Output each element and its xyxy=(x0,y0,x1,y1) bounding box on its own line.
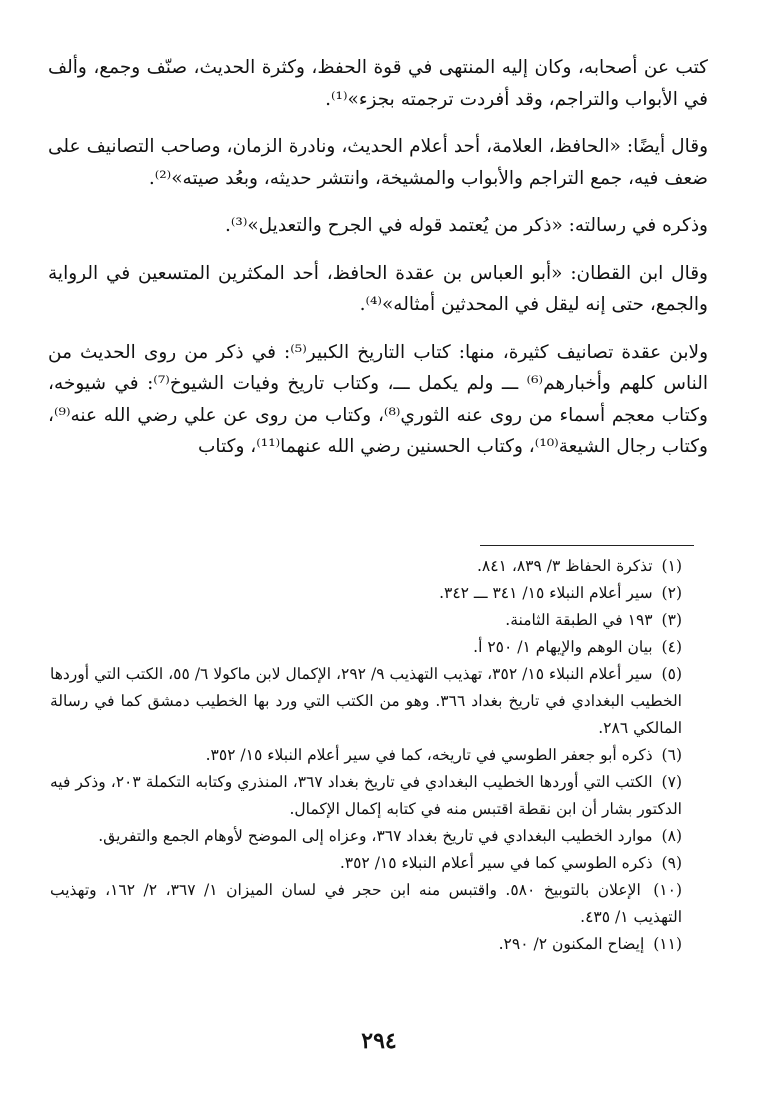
footnote-6 xyxy=(50,742,708,769)
paragraph-2: وقال أيضًا: «الحافظ، العلامة، أحد أعلام الحديث، ونادرة الزمان، وصاحب التصانيف على ضعف فيه، جمع التراجم والأبواب والمشيخة، وانتشر حديثه، وبعُد صيته»⁽²⁾. xyxy=(48,136,708,189)
paragraph-3: وذكره في رسالته: «ذكر من يُعتمد قوله في الجرح والتعديل»⁽³⁾. xyxy=(224,215,708,236)
footnote-3 xyxy=(50,607,708,634)
footnote-text: إيضاح المكنون ٢/ ٢٩٠. xyxy=(498,935,645,953)
footnote-number: (٤) xyxy=(661,638,682,656)
footnote-number: (٣) xyxy=(661,611,682,629)
footnote-separator xyxy=(480,545,694,546)
footnote-text: ذكره الطوسي كما في سير أعلام النبلاء ١٥/ ٣٥٢. xyxy=(339,854,653,872)
footnote-number: (٦) xyxy=(661,746,682,764)
footnote-number: (١١) xyxy=(653,935,682,953)
footnote-1 xyxy=(50,553,708,580)
paragraph-5: ولابن عقدة تصانيف كثيرة، منها: كتاب التاريخ الكبير⁽⁵⁾: في ذكر من روى الحديث من الناس كلهم وأخبارهم⁽⁶⁾ ـــ ولم يكمل ـــ، وكتاب تاريخ وفيات الشيوخ⁽⁷⁾: في شيوخه، وكتاب معجم أسماء من روى عنه الثوري⁽⁸⁾، وكتاب من روى عن علي رضي الله عنه⁽⁹⁾، وكتاب رجال الشيعة⁽¹⁰⁾، وكتاب الحسنين رضي الله عنهما⁽¹¹⁾، وكتاب xyxy=(48,341,709,457)
paragraph-4: وقال ابن القطان: «أبو العباس بن عقدة الحافظ، أحد المكثرين المتسعين في الرواية والجمع، حتى إنه ليقل في المحدثين أمثاله»⁽⁴⁾. xyxy=(48,262,708,315)
footnote-text: بيان الوهم والإيهام ١/ ٢٥٠ أ. xyxy=(473,638,653,656)
footnote-number: (٨) xyxy=(661,827,682,845)
footnote-11 xyxy=(50,931,708,958)
footnote-text: الكتب التي أوردها الخطيب البغدادي في تاريخ بغداد ٣٦٧، المنذري وكتابه التكملة ٢٠٣، وذكر فيه الدكتور بشار أن ابن نقطة اقتبس منه في كتابه إكمال الإكمال. xyxy=(50,773,682,818)
footnote-number: (٥) xyxy=(661,665,682,683)
footnote-7 xyxy=(50,769,708,823)
footnote-text: موارد الخطيب البغدادي في تاريخ بغداد ٣٦٧، وعزاه إلى الموضح لأوهام الجمع والتفريق. xyxy=(98,827,653,845)
footnote-8 xyxy=(50,823,708,850)
main-text xyxy=(48,52,708,479)
footnote-number: (٩) xyxy=(661,854,682,872)
page-number: ٢٩٤ xyxy=(361,1028,397,1054)
footnote-text: الإعلان بالتوبيخ ٥٨٠. واقتبس منه ابن حجر في لسان الميزان ١/ ٣٦٧، ٢/ ١٦٢، وتهذيب التهذيب ١/ ٤٣٥. xyxy=(50,881,682,926)
footnote-number: (٢) xyxy=(661,584,682,602)
footnote-4 xyxy=(50,634,708,661)
footnote-number: (١) xyxy=(661,557,682,575)
footnote-9 xyxy=(50,850,708,877)
footnote-text: سير أعلام النبلاء ١٥/ ٣٥٢، تهذيب التهذيب ٩/ ٢٩٢، الإكمال لابن ماكولا ٦/ ٥٥، الكتب التي أوردها الخطيب البغدادي في تاريخ بغداد ٣٦٦. وهو من الكتب التي ورد بها الخطيب دمشق كما في رسالة المالكي ٢٨٦. xyxy=(50,665,682,737)
footnote-text: ذكره أبو جعفر الطوسي في تاريخه، كما في سير أعلام النبلاء ١٥/ ٣٥٢. xyxy=(205,746,653,764)
footnote-text: تذكرة الحفاظ ٣/ ٨٣٩، ٨٤١. xyxy=(476,557,653,575)
footnotes xyxy=(50,553,708,958)
footnote-number: (٧) xyxy=(661,773,682,791)
footnote-10 xyxy=(50,877,708,931)
footnote-number: (١٠) xyxy=(653,881,683,899)
footnote-5 xyxy=(50,661,708,742)
paragraph-1: كتب عن أصحابه، وكان إليه المنتهى في قوة الحفظ، وكثرة الحديث، صنّف وجمع، وألف في الأبواب والتراجم، وقد أفردت ترجمته بجزء»⁽¹⁾. xyxy=(48,57,708,110)
footnote-text: ١٩٣ في الطبقة الثامنة. xyxy=(505,611,653,629)
footnote-text: سير أعلام النبلاء ١٥/ ٣٤١ ـــ ٣٤٢. xyxy=(439,584,653,602)
footnote-2 xyxy=(50,580,708,607)
